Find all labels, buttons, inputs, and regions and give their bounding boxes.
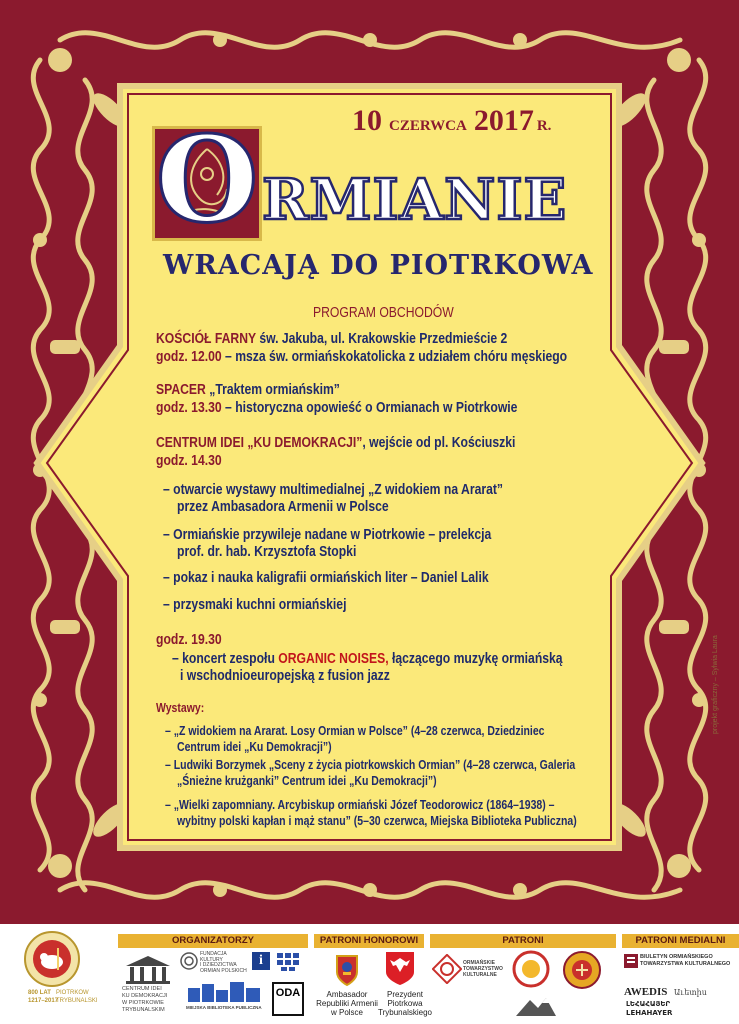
- lehahayer-latin: LEHAHAYER: [626, 1009, 673, 1017]
- eagle-shield-icon: [384, 950, 416, 986]
- centrum-logo-text: CENTRUM IDEI KU DEMOKRACJI W PIOTRKOWIE TRYBUNALSKIM: [122, 986, 168, 1013]
- date-day: 10: [352, 104, 382, 137]
- walk-desc: – historyczna opowieść o Ormianach w Piotrkowie: [221, 400, 518, 416]
- fundacja-logo-text: FUNDACJA KULTURY I DZIEDZICTWA ORMIAN POLSKICH: [200, 951, 247, 974]
- concert-pre: – koncert zespołu: [172, 651, 279, 667]
- building-icon: [122, 954, 174, 984]
- design-credit: projekt graficzny – Sylwia Laura: [712, 635, 719, 734]
- church-place: św. Jakuba, ul. Krakowskie Przedmieście 2: [255, 331, 508, 347]
- concert-line: [172, 650, 563, 668]
- walk-time-line: [156, 399, 517, 417]
- exhibition-item-cont: Centrum idei „Ku Demokracji”): [177, 740, 332, 754]
- exhibition-item: – Ludwiki Borzymek „Sceny z życia piotrkowskich Ormian” (4–28 czerwca, Galeria: [165, 758, 576, 772]
- date-suffix: R.: [536, 118, 552, 134]
- tok-logo-text: ORMIAŃSKIE TOWARZYSTWO KULTURALNE: [463, 960, 503, 978]
- honorary-patrons-header: PATRONI HONOROWI: [314, 934, 424, 948]
- lehahayer-armenian: ԼԵՀԱՀԱՅԵՐ: [626, 1000, 671, 1008]
- exhibition-item: – „Wielki zapomniany. Arcybiskup ormiański Józef Teodorowicz (1864–1938) –: [165, 798, 555, 812]
- network-logo: [276, 952, 300, 972]
- round-seal-icon: [512, 950, 550, 988]
- organizers-header: ORGANIZATORZY: [118, 934, 308, 948]
- tok-logo: [432, 954, 502, 988]
- awedis-armenian: Աւետիս: [673, 988, 707, 997]
- mountain-icon: [516, 994, 556, 1016]
- page-title: RMIANIE: [262, 167, 568, 233]
- program-item: – pokaz i nauka kaligrafii ormiańskich liter – Daniel Lalik: [163, 570, 489, 586]
- walk-time: godz. 13.30: [156, 400, 222, 416]
- program-heading: PROGRAM OBCHODÓW: [313, 305, 454, 321]
- church-time: godz. 12.00: [156, 349, 222, 365]
- heritage-seal-icon: [562, 950, 602, 990]
- spiral-icon: [180, 952, 198, 970]
- page-subtitle: WRACAJĄ DO PIOTRKOWA: [163, 250, 594, 281]
- program-item-cont: przez Ambasadora Armenii w Polsce: [177, 499, 389, 515]
- anniversary-city: PIOTRKOW: [56, 990, 89, 996]
- biuletyn-logo-text: BIULETYN ORMIAŃSKIEGO TOWARZYSTWA KULTURALNEGO: [640, 954, 731, 967]
- event-date: [352, 104, 554, 138]
- coat-of-arms-icon: [329, 952, 365, 988]
- exhibition-item: – „Z widokiem na Ararat. Losy Ormian w Polsce” (4–28 czerwca, Dziedziniec: [165, 724, 545, 738]
- library-logo-text: MIEJSKA BIBLIOTEKA PUBLICZNA: [186, 1005, 262, 1010]
- title-initial: O: [155, 110, 259, 249]
- centre-line: [156, 434, 515, 452]
- concert-line-2: i wschodnioeuropejską z fusion jazz: [180, 668, 390, 684]
- date-month: CZERWCA: [389, 118, 467, 134]
- church-label: KOŚCIÓŁ FARNY: [156, 331, 256, 347]
- centre-label: CENTRUM IDEI „KU DEMOKRACJI”: [156, 435, 363, 451]
- evening-time: godz. 19.30: [156, 632, 222, 648]
- anniversary-dates: 1217–2017: [28, 998, 59, 1004]
- program-item: – przysmaki kuchni ormiańskiej: [163, 597, 347, 613]
- church-line: [156, 330, 507, 348]
- program-item-cont: prof. dr. hab. Krzysztofa Stopki: [177, 544, 357, 560]
- patrons-header: PATRONI: [430, 934, 616, 948]
- anniversary-logo: [22, 930, 98, 1020]
- mountain-logo: [516, 994, 556, 1016]
- illuminated-initial: [152, 110, 262, 249]
- info-logo: i: [252, 952, 270, 970]
- centrum-logo: [122, 954, 174, 1024]
- concert-post: łączącego muzykę ormiańską: [388, 651, 563, 667]
- knot-icon: [432, 954, 462, 984]
- anniversary-city-2: TRYBUNALSKI: [56, 998, 98, 1004]
- concert-band: ORGANIC NOISES,: [278, 651, 389, 667]
- church-time-line: [156, 348, 567, 366]
- exhibition-item-cont: wybitny polski kapłan i mąż stanu” (5–30 czerwca, Miejska Biblioteka Publiczna): [177, 814, 577, 828]
- anniversary-years: 800 LAT: [28, 990, 51, 996]
- walk-label: SPACER: [156, 382, 206, 398]
- awedis-logo: [624, 982, 739, 996]
- grid-icon: [276, 952, 300, 972]
- lamb-seal-icon: [22, 930, 82, 988]
- president-caption: Prezydent Piotrkowa Trybunalskiego: [378, 990, 432, 1017]
- library-logo: [186, 980, 266, 1020]
- heritage-seal: [562, 950, 602, 990]
- oda-logo-text: ODA: [275, 987, 301, 999]
- fundacja-logo: [180, 952, 246, 980]
- exhibition-item-cont: „Śnieżne krużganki” Centrum idei „Ku Demokracji”): [177, 774, 437, 788]
- program-item: – otwarcie wystawy multimedialnej „Z widokiem na Ararat”: [163, 482, 504, 498]
- armenia-emblem: [329, 952, 365, 988]
- piotrkow-emblem: [384, 950, 416, 986]
- awedis-latin: AWEDIS: [624, 986, 668, 998]
- walk-place: „Traktem ormiańskim”: [205, 382, 340, 398]
- biuletyn-logo: [624, 954, 739, 976]
- biuletyn-icon: [624, 954, 638, 968]
- date-year: 2017: [473, 104, 534, 137]
- walk-line: [156, 381, 340, 399]
- oda-logo: [272, 982, 304, 1016]
- exhibitions-heading: Wystawy:: [156, 701, 205, 715]
- ambassador-caption: Ambasador Republiki Armenii w Polsce: [316, 990, 378, 1017]
- sponsor-footer: [0, 924, 739, 1024]
- church-desc: – msza św. ormiańskokatolicka z udziałem chóru męskiego: [221, 349, 568, 365]
- society-seal: [512, 950, 550, 988]
- program-item: – Ormiańskie przywileje nadane w Piotrkowie – prelekcja: [163, 527, 492, 543]
- library-buildings-icon: [186, 980, 266, 1002]
- media-patrons-header: PATRONI MEDIALNI: [622, 934, 739, 948]
- centre-place: , wejście od pl. Kościuszki: [362, 435, 516, 451]
- centre-time: godz. 14.30: [156, 453, 222, 469]
- lehahayer-logo: [626, 1000, 736, 1022]
